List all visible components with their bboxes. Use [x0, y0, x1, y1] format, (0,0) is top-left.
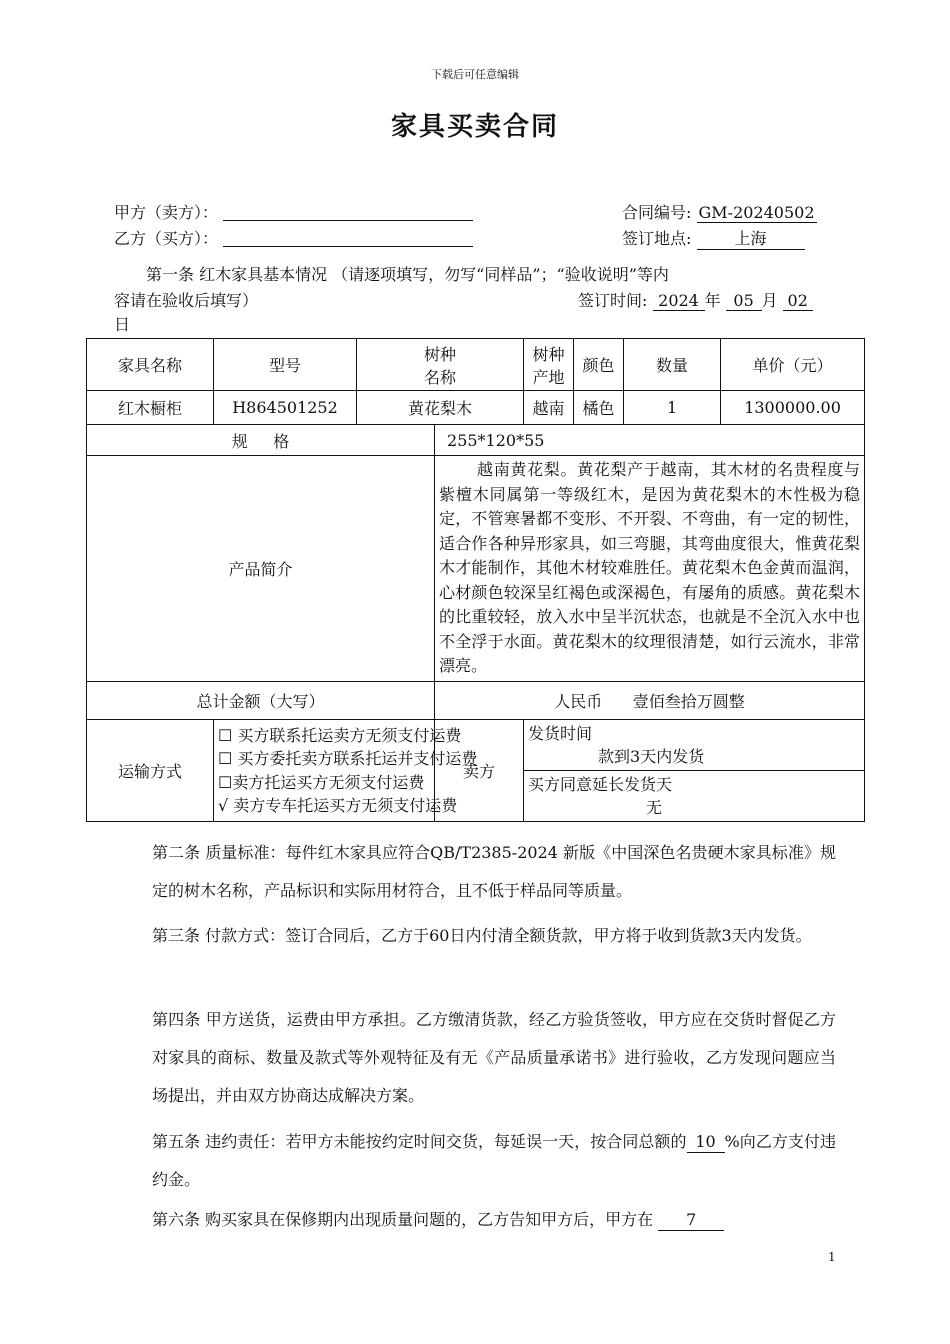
ship-time-label: 发货时间	[528, 724, 593, 743]
party-b-label: 乙方（买方）：	[114, 229, 219, 248]
article1-heading: 第一条 红木家具基本情况 （请逐项填写，勿写“同样品”；“验收说明”等内	[146, 265, 669, 284]
total-row	[87, 682, 865, 720]
sign-day: 02	[783, 291, 813, 311]
delay-value: 无	[646, 798, 663, 817]
cell-name: 红木橱柜	[87, 391, 214, 425]
party-a-label: 甲方（卖方）：	[114, 203, 219, 222]
shipping-option-3[interactable]: ☐卖方托运买方无须支付运费	[218, 772, 425, 792]
shipping-option-4[interactable]: √ 卖方专车托运买方无须支付运费	[218, 796, 458, 815]
month-unit: 月	[761, 291, 778, 310]
party-b-blank[interactable]	[223, 230, 473, 247]
cell-price: 1300000.00	[721, 391, 865, 425]
shipping-row-1	[87, 720, 865, 771]
header-origin-line1: 树种	[532, 344, 565, 364]
cell-species: 黄花梨木	[357, 391, 524, 425]
ship-time-cell	[524, 720, 865, 771]
header-name: 家具名称	[87, 339, 214, 391]
article-2: 第二条 质量标准：每件红木家具应符合QB/T2385-2024 新版《中国深色名贵硬木家具标准》规定的树木名称，产品标识和实际用材符合，且不低于样品同等质量。	[152, 843, 836, 900]
cell-qty: 1	[624, 391, 721, 425]
article-3: 第三条 付款方式：签订合同后，乙方于60日内付清全额货款，甲方将于收到货款3天内发货。	[152, 926, 812, 945]
sign-place-row	[622, 226, 805, 250]
header-price: 单价（元）	[721, 339, 865, 391]
delay-label: 买方同意延长发货天	[528, 775, 673, 794]
header-model: 型号	[214, 339, 357, 391]
year-unit: 年	[704, 291, 721, 310]
article1-heading-cont: 容请在验收后填写）	[114, 291, 259, 310]
contract-no-label: 合同编号:	[622, 203, 692, 222]
contract-no-row	[622, 200, 817, 223]
contract-title: 家具买卖合同	[390, 112, 559, 142]
seller-label: 卖方	[435, 720, 524, 822]
contract-no-value: GM-20240502	[698, 203, 815, 222]
spec-value: 255*120*55	[435, 425, 865, 456]
intro-text: 越南黄花梨。黄花梨产于越南，其木材的名贵程度与紫檀木同属第一等级红木，是因为黄花梨木的木性极为稳定，不管寒暑都不变形、不开裂、不弯曲，有一定的韧性，适合作各种异形家具，如三弯腿，其弯曲度很大，惟黄花梨木才能制作，其他木材较难胜任。黄花梨木色金黄而温润，心材颜色较深呈红褐色或深褐色，有屡角的质感。黄花梨木的比重较轻，放入水中呈半沉状态，也就是不全沉入水中也不全浮于水面。黄花梨木的纹理很清楚，如行云流水，非常漂亮。	[435, 456, 865, 682]
article-5-pre: 第五条 违约责任：若甲方未能按约定时间交货，每延误一天，按合同总额的	[152, 1132, 687, 1151]
cell-color: 橘色	[574, 391, 624, 425]
shipping-option-2[interactable]: ☐ 买方委托卖方联系托运并支付运费	[218, 749, 478, 768]
ship-time-value: 款到3天内发货	[598, 747, 705, 766]
total-value: 人民币 壹佰叁拾万圆整	[435, 682, 865, 720]
article-6	[114, 1201, 836, 1239]
header-species-line2: 名称	[424, 367, 457, 387]
article-4: 第四条 甲方送货，运费由甲方承担。乙方缴清货款，经乙方验货签收，甲方应在交货时督促乙方对家具的商标、数量及款式等外观特征及有无《产品质量承诺书》进行验收，乙方发现问题应当场提出，并由双方协商达成解决方案。	[152, 1010, 836, 1105]
shipping-option-1[interactable]: ☐ 买方联系托运卖方无须支付运费	[218, 725, 462, 745]
spec-row	[87, 425, 865, 456]
party-a-row	[114, 200, 473, 223]
header-species	[357, 339, 524, 391]
table-row	[87, 391, 865, 425]
header-origin	[524, 339, 574, 391]
shipping-options	[214, 720, 478, 822]
header-origin-line2: 产地	[532, 367, 565, 387]
party-b-row	[114, 226, 473, 249]
article-6-value: 7	[658, 1210, 724, 1231]
page-number: 1	[828, 1250, 836, 1264]
sign-year: 2024	[653, 291, 705, 311]
shipping-label: 运输方式	[87, 720, 214, 822]
article-5-value: 10	[687, 1132, 725, 1153]
article-5	[114, 1123, 836, 1199]
intro-label: 产品简介	[87, 456, 435, 682]
header-color: 颜色	[574, 339, 624, 391]
furniture-table	[86, 338, 865, 822]
cell-origin: 越南	[524, 391, 574, 425]
table-header-row	[87, 339, 865, 391]
article-5-post: %向乙方支付违约金。	[152, 1132, 836, 1189]
sign-time-label: 签订时间:	[578, 291, 648, 310]
header-species-line1: 树种	[424, 344, 457, 364]
header-qty: 数量	[624, 339, 721, 391]
intro-row	[87, 456, 865, 682]
header-note: 下载后可任意编辑	[431, 68, 519, 81]
sign-month: 05	[726, 291, 762, 311]
sign-place-label: 签订地点:	[622, 229, 692, 248]
sign-time-row	[578, 288, 813, 311]
delay-cell	[524, 771, 865, 822]
article-6-pre: 第六条 购买家具在保修期内出现质量问题的，乙方告知甲方后，甲方在	[152, 1210, 654, 1229]
day-unit: 日	[114, 315, 131, 334]
cell-model: H864501252	[214, 391, 357, 425]
total-label: 总计金额（大写）	[87, 682, 435, 720]
sign-place-value: 上海	[697, 226, 805, 250]
party-a-blank[interactable]	[223, 204, 473, 221]
spec-label: 规 格	[87, 425, 435, 456]
